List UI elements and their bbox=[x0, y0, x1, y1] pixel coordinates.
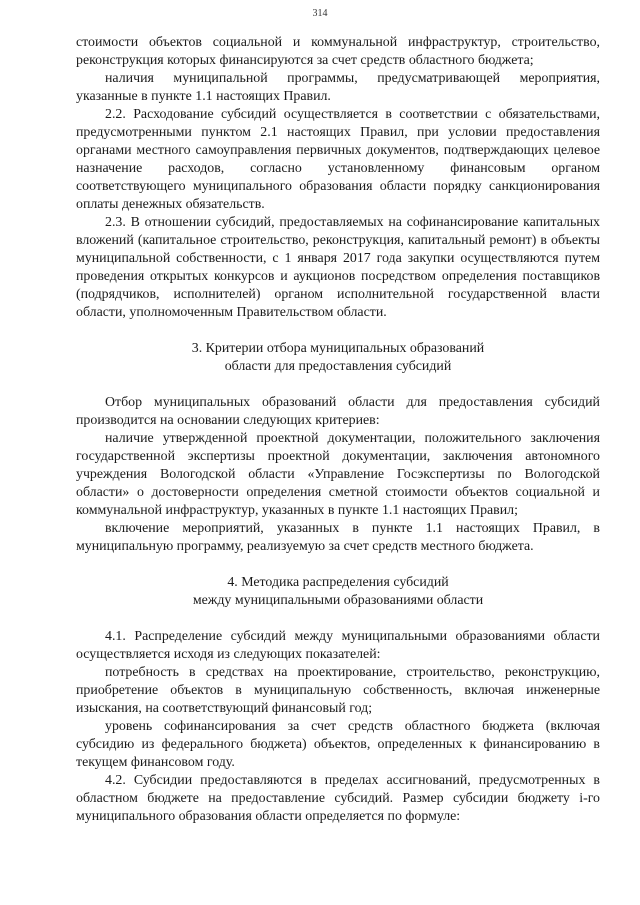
spacer bbox=[76, 376, 600, 394]
page-number: 314 bbox=[312, 8, 328, 19]
section-4-paragraph-3: уровень софинансирования за счет средств областного бюджета (включая субсидию из федерального бюджета) объектов, определенных к финансированию в текущем финансовом году. bbox=[76, 719, 600, 770]
spacer bbox=[76, 322, 600, 340]
section-4-title-line-2: между муниципальными образованиями области bbox=[192, 593, 484, 608]
paragraph-2: наличия муниципальной программы, предусматривающей мероприятия, указанные в пункте 1.1 настоящих Правил. bbox=[76, 71, 600, 104]
section-4-paragraph-4-2: 4.2. Субсидии предоставляются в пределах ассигнований, предусмотренных в областном бюджете на предоставление субсидий. Размер субсидии бюджету i-го муниципального образования области определяется по формуле: bbox=[76, 773, 600, 824]
paragraph-2-3: 2.3. В отношении субсидий, предоставляемых на софинансирование капитальных вложений (капитальное строительство, реконструкция, капитальный ремонт) в объекты муниципальной собственности, с 1 января 2017 года закупки осуществляются путем проведения открытых конкурсов и аукционов посредством определения поставщиков (подрядчиков, исполнителей) органом исполнительной государственной власти области, уполномоченным Правительством области. bbox=[76, 215, 600, 320]
section-3-paragraph-1: Отбор муниципальных образований области для предоставления субсидий производится на основании следующих критериев: bbox=[76, 395, 600, 428]
section-3-paragraph-2: наличие утвержденной проектной документации, положительного заключения государственной экспертизы проектной документации, заключения автономного учреждения Вологодской области «Управление Госэкспертизы по Вологодской области» о достоверности определения сметной стоимости объектов социальной и коммунальной инфраструктур, указанных в пункте 1.1 настоящих Правил; bbox=[76, 431, 600, 518]
paragraph-1: стоимости объектов социальной и коммунальной инфраструктур, строительство, реконструкция которых финансируются за счет средств областного бюджета; bbox=[76, 35, 600, 68]
section-4-paragraph-2: потребность в средствах на проектирование, строительство, реконструкцию, приобретение объектов в муниципальную собственность, включая инженерные изыскания, на соответствующий финансовый год; bbox=[76, 665, 600, 716]
paragraph-2-2: 2.2. Расходование субсидий осуществляется в соответствии с обязательствами, предусмотренными пунктом 2.1 настоящих Правил, при условии предоставления органами местного самоуправления первичных документов, подтверждающих целевое назначение расходов, согласно установленному финансовым органом соответствующего муниципального образования области порядку санкционирования оплаты денежных обязательств. bbox=[76, 107, 600, 212]
section-3-paragraph-3: включение мероприятий, указанных в пункте 1.1 настоящих Правил, в муниципальную программу, реализуемую за счет средств местного бюджета. bbox=[76, 521, 600, 554]
section-3-title-line-1: 3. Критерии отбора муниципальных образований bbox=[191, 341, 485, 356]
section-3-title-line-2: области для предоставления субсидий bbox=[224, 359, 452, 374]
spacer bbox=[76, 610, 600, 628]
spacer bbox=[76, 556, 600, 574]
section-4-title-line-1: 4. Методика распределения субсидий bbox=[227, 575, 449, 590]
section-4-paragraph-4-1: 4.1. Распределение субсидий между муниципальными образованиями области осуществляется исходя из следующих показателей: bbox=[76, 629, 600, 662]
document-body bbox=[76, 34, 600, 826]
